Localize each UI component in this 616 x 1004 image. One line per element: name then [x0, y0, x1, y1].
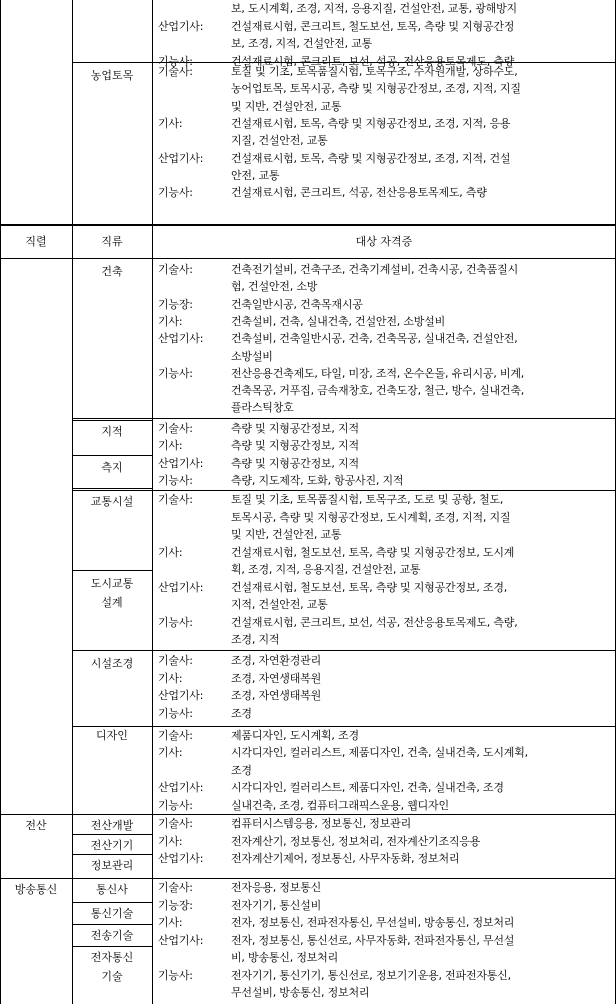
- grade-label: 산업기사:: [158, 933, 204, 947]
- category-landscape: 시설조경: [90, 657, 134, 670]
- grade-label: 기능사:: [158, 186, 193, 200]
- certificate-list: 전산응용건축제도, 타일, 미장, 조적, 온수온돌, 유리시공, 비계,: [231, 366, 525, 380]
- table-rule: [72, 924, 152, 925]
- certificate-list: 건설재료시험, 콘크리트, 보선, 석공, 전산응용토목제도, 측량: [231, 54, 515, 68]
- grade-label: 기술사:: [158, 729, 193, 742]
- category-cadastral: 지적: [101, 425, 123, 438]
- table-rule: [0, 258, 616, 259]
- series-computing: 전산: [25, 819, 47, 832]
- category-design: 디자인: [96, 729, 128, 742]
- category-telecom-tech: 통신기술: [90, 907, 134, 920]
- grade-label: 기능사:: [158, 615, 193, 629]
- table-rule: [72, 418, 616, 419]
- table-rule: [72, 420, 152, 421]
- series-broadcast-comm: 방송통신: [14, 883, 58, 896]
- header-series: 직렬: [25, 235, 47, 248]
- grade-label: 산업기사:: [158, 580, 204, 594]
- category-telecom-operator: 통신사: [96, 883, 128, 896]
- certificate-list: 소방설비: [231, 349, 273, 363]
- certificate-list: 건설재료시험, 콘크리트, 석공, 전산응용토목제도, 측량: [231, 186, 487, 200]
- category-urban-traffic-2: 설계: [101, 596, 123, 609]
- grade-label: 기능장:: [158, 297, 193, 311]
- certificate-list: 조경, 자연환경관리: [231, 654, 322, 667]
- category-info-management: 정보관리: [90, 859, 134, 872]
- certificate-list: 건축목공, 거푸집, 금속재창호, 건축도장, 철근, 방수, 실내건축,: [231, 384, 525, 398]
- grade-label: 산업기사:: [158, 19, 204, 33]
- category-traffic-facilities: 교통시설: [90, 495, 134, 508]
- table-rule: [0, 0, 1, 1004]
- certificate-list: 전자응용, 정보통신: [231, 881, 322, 894]
- grade-label: 기사:: [158, 746, 183, 760]
- certificate-list: 안전, 교통: [231, 168, 280, 182]
- certificate-list: 건설재료시험, 콘크리트, 철도보선, 토목, 측량 및 지형공간정: [231, 19, 515, 33]
- grade-label: 기술사:: [158, 65, 193, 78]
- category-computing-device: 전산기기: [90, 839, 134, 852]
- table-rule: [72, 455, 152, 456]
- certificate-list: 무선설비, 방송통신, 정보처리: [231, 986, 370, 999]
- certificate-list: 건설재료시험, 콘크리트, 보선, 석공, 전산응용토목제도, 측량,: [231, 615, 518, 629]
- grade-label: 기능사:: [158, 473, 193, 487]
- category-agri-civil: 농업토목: [90, 69, 134, 82]
- category-electronic-comm-2: 기술: [101, 970, 123, 983]
- grade-label: 기술사:: [158, 654, 193, 667]
- table-rule: [72, 902, 152, 903]
- certificate-list: 보, 도시계획, 조경, 지적, 응용지질, 건설안전, 교통, 광해방지: [231, 2, 517, 15]
- category-geodesy: 측지: [101, 461, 123, 474]
- certificate-list: 비, 방송통신, 정보처리: [231, 951, 339, 964]
- grade-label: 기술사:: [158, 422, 193, 435]
- grade-label: 기능사:: [158, 54, 193, 68]
- grade-label: 기능장:: [158, 898, 193, 912]
- grade-label: 기사:: [158, 916, 183, 929]
- grade-label: 기사:: [158, 314, 183, 328]
- certificate-list: 및 지반, 건설안전, 교통: [231, 99, 342, 113]
- certificate-list: 전자계산기, 정보통신, 정보처리, 전자계산기조직응용: [231, 834, 481, 848]
- grade-label: 기술사:: [158, 881, 193, 894]
- certificate-list: 건설재료시험, 철도보선, 토목, 측량 및 지형공간정보, 조경,: [231, 580, 508, 594]
- grade-label: 산업기사:: [158, 852, 204, 865]
- certificate-list: 전자, 정보통신, 통신선로, 사무자동화, 전파전자통신, 무선설: [231, 933, 515, 947]
- certificate-list: 험, 건설안전, 소방: [231, 280, 318, 294]
- grade-label: 기사:: [158, 834, 183, 848]
- certificate-list: 조경: [231, 763, 252, 777]
- certificate-list: 조경, 자연생태복원: [231, 689, 322, 702]
- certificate-list: 전자, 정보통신, 전파전자통신, 무선설비, 방송통신, 정보처리: [231, 916, 515, 929]
- certificate-list: 지적, 건설안전, 교통: [231, 598, 328, 611]
- certificate-list: 시각디자인, 컬러리스트, 제품디자인, 건축, 실내건축, 도시계획,: [231, 746, 528, 760]
- grade-label: 기사:: [158, 545, 183, 559]
- grade-label: 산업기사:: [158, 456, 204, 470]
- certificate-list: 건축일반시공, 건축목재시공: [231, 297, 363, 311]
- table-rule: [72, 488, 152, 489]
- certificate-list: 컴퓨터시스템응용, 정보통신, 정보관리: [231, 817, 412, 830]
- certificate-list: 플라스틱창호: [231, 401, 294, 415]
- certificate-list: 측량 및 지형공간정보, 지적: [231, 456, 359, 470]
- category-electronic-comm-1: 전자통신: [90, 951, 134, 964]
- table-rule: [72, 570, 152, 571]
- grade-label: 기술사:: [158, 493, 193, 506]
- certificate-list: 건설재료시험, 토목, 측량 및 지형공간정보, 조경, 지적, 응용: [231, 116, 511, 130]
- certificate-list: 및 지반, 건설안전, 교통: [231, 528, 342, 541]
- certificate-list: 토목시공, 측량 및 지형공간정보, 도시계획, 조경, 지적, 지질: [231, 510, 511, 524]
- grade-label: 기능사:: [158, 968, 193, 982]
- certificate-list: 농어업토목, 토목시공, 측량 및 지형공간정보, 조경, 지적, 지질: [231, 82, 521, 96]
- grade-label: 기술사:: [158, 263, 193, 276]
- certificate-list: 건축전기설비, 건축구조, 건축기계설비, 건축시공, 건축품질시: [231, 263, 519, 276]
- certificate-list: 측량, 지도제작, 도화, 항공사진, 지적: [231, 473, 404, 487]
- certificate-list: 건설재료시험, 토목, 측량 및 지형공간정보, 조경, 지적, 건설: [231, 151, 511, 165]
- certificate-list: 건설재료시험, 철도보선, 토목, 측량 및 지형공간정보, 도시계: [231, 545, 515, 559]
- grade-label: 기능사:: [158, 706, 193, 720]
- grade-label: 기능사:: [158, 366, 193, 380]
- grade-label: 산업기사:: [158, 781, 204, 795]
- certificate-list: 전자기기, 통신기기, 통신선로, 정보기기운용, 전파전자통신,: [231, 968, 511, 982]
- certificate-list: 시각디자인, 컬러리스트, 제품디자인, 건축, 실내건축, 조경: [231, 781, 504, 795]
- certificate-list: 건축설비, 건축, 실내건축, 건설안전, 소방설비: [231, 314, 446, 328]
- grade-label: 산업기사:: [158, 151, 204, 165]
- category-transmission-tech: 전송기술: [90, 929, 134, 942]
- certificate-list: 조경, 자연생태복원: [231, 671, 322, 685]
- certificate-list: 획, 조경, 지적, 응용지질, 건설안전, 교통: [231, 563, 421, 576]
- certificate-list: 조경, 지적: [231, 633, 280, 646]
- header-certificates: 대상 자격증: [355, 235, 413, 248]
- certificate-list: 측량 및 지형공간정보, 지적: [231, 439, 359, 453]
- certificate-list: 전자기기, 통신설비: [231, 898, 322, 912]
- certificate-list: 보, 조경, 지적, 건설안전, 교통: [231, 37, 373, 50]
- grade-label: 기사:: [158, 116, 183, 130]
- certificate-list: 제품디자인, 도시계획, 조경: [231, 729, 359, 742]
- table-rule: [72, 946, 152, 947]
- certificate-list: 토질 및 기초, 토목품질시험, 토목구조, 수자원개발, 상하수도,: [231, 65, 518, 78]
- certificate-list: 전자계산기제어, 정보통신, 사무자동화, 정보처리: [231, 852, 460, 865]
- category-computing-dev: 전산개발: [90, 819, 134, 832]
- category-urban-traffic-1: 도시교통: [90, 577, 134, 590]
- certificate-list: 실내건축, 조경, 컴퓨터그래픽스운용, 웹디자인: [231, 798, 449, 812]
- table-rule: [72, 650, 616, 651]
- grade-label: 기능사:: [158, 798, 193, 812]
- grade-label: 산업기사:: [158, 332, 204, 346]
- certificate-list: 지질, 건설안전, 교통: [231, 134, 328, 148]
- certificate-list: 토질 및 기초, 토목품질시험, 토목구조, 도로 및 공항, 철도,: [231, 493, 504, 506]
- grade-label: 기술사:: [158, 817, 193, 830]
- header-category: 직류: [101, 235, 123, 248]
- grade-label: 산업기사:: [158, 689, 204, 702]
- grade-label: 기사:: [158, 671, 183, 685]
- grade-label: 기사:: [158, 439, 183, 453]
- certificate-list: 측량 및 지형공간정보, 지적: [231, 422, 359, 435]
- certificate-list: 조경: [231, 706, 252, 720]
- table-rule: [152, 0, 153, 1004]
- table-rule: [0, 225, 616, 226]
- category-architecture: 건축: [101, 265, 123, 278]
- certificate-list: 건축설비, 건축일반시공, 건축, 건축목공, 실내건축, 건설안전,: [231, 332, 518, 346]
